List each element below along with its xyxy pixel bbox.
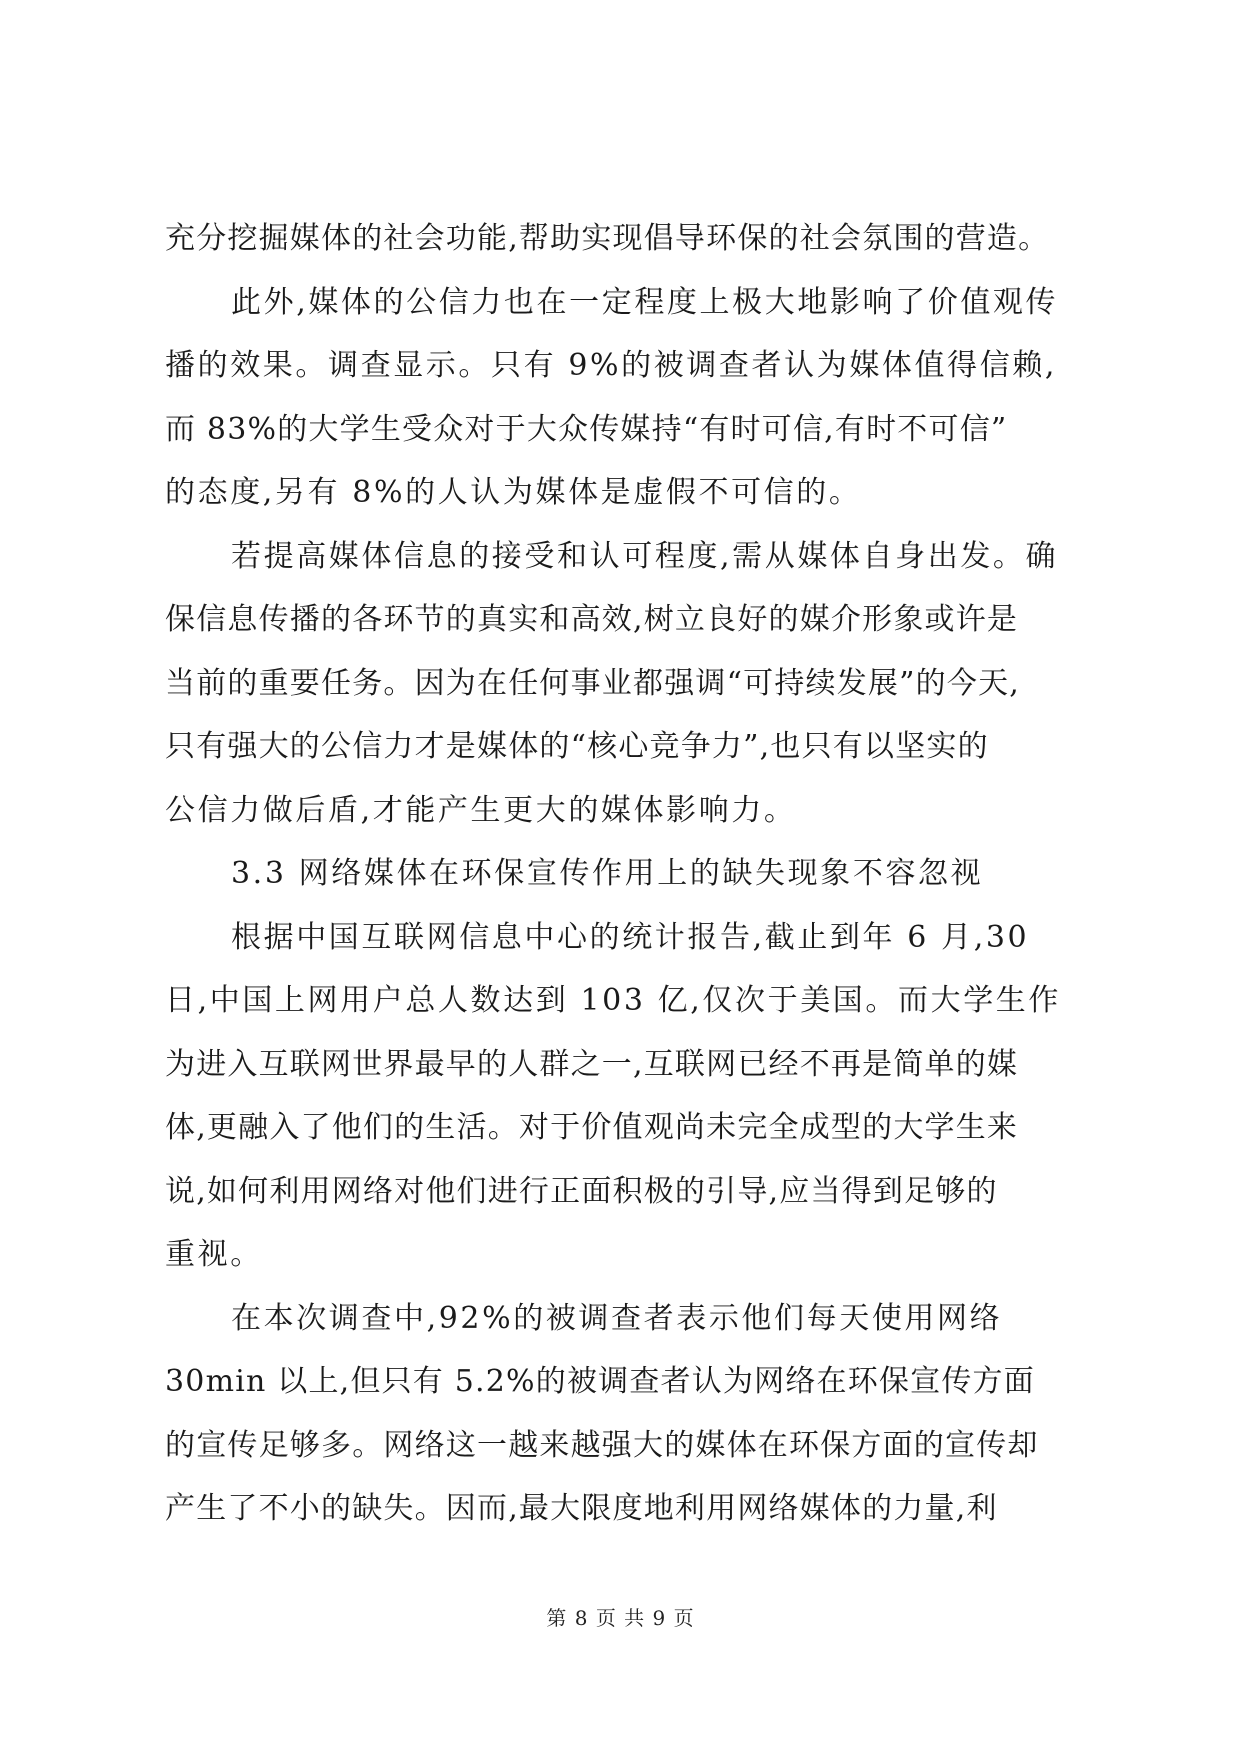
text-line: 此外,媒体的公信力也在一定程度上极大地影响了价值观传 xyxy=(231,284,1059,320)
text-line: 为进入互联网世界最早的人群之一,互联网已经不再是简单的媒 xyxy=(165,1046,1019,1082)
text-line: 日,中国上网用户总人数达到 103 亿,仅次于美国。而大学生作 xyxy=(165,983,1062,1018)
text-line: 公信力做后盾,才能产生更大的媒体影响力。 xyxy=(165,792,797,828)
text-line: 说,如何利用网络对他们进行正面积极的引导,应当得到足够的 xyxy=(165,1173,998,1209)
section-heading: 3.3 网络媒体在环保宣传作用上的缺失现象不容忽视 xyxy=(231,856,984,891)
text-line: 产生了不小的缺失。因而,最大限度地利用网络媒体的力量,利 xyxy=(165,1491,998,1526)
text-line: 若提高媒体信息的接受和认可程度,需从媒体自身出发。确 xyxy=(231,538,1059,574)
text-line: 重视。 xyxy=(165,1237,263,1272)
text-line: 充分挖掘媒体的社会功能,帮助实现倡导环保的社会氛围的营造。 xyxy=(165,221,1050,256)
text-line: 根据中国互联网信息中心的统计报告,截止到年 6 月,30 xyxy=(231,919,1030,955)
text-line: 保信息传播的各环节的真实和高效,树立良好的媒介形象或许是 xyxy=(165,602,1019,637)
text-line: 的态度,另有 8%的人认为媒体是虚假不可信的。 xyxy=(165,475,862,510)
text-line: 而 83%的大学生受众对于大众传媒持“有时可信,有时不可信” xyxy=(165,411,1008,447)
text-line: 只有强大的公信力才是媒体的“核心竞争力”,也只有以坚实的 xyxy=(165,729,989,764)
document-body xyxy=(165,221,1085,1558)
text-line: 在本次调查中,92%的被调查者表示他们每天使用网络 xyxy=(231,1300,1003,1336)
text-line: 播的效果。调查显示。只有 9%的被调查者认为媒体值得信赖, xyxy=(165,348,1058,383)
text-line: 当前的重要任务。因为在任何事业都强调“可持续发展”的今天, xyxy=(165,665,1021,701)
text-line: 30min 以上,但只有 5.2%的被调查者认为网络在环保宣传方面 xyxy=(165,1364,1035,1399)
text-line: 的宣传足够多。网络这一越来越强大的媒体在环保方面的宣传却 xyxy=(165,1427,1039,1463)
text-line: 体,更融入了他们的生活。对于价值观尚未完全成型的大学生来 xyxy=(165,1110,1019,1145)
page-number-footer: 第 8 页 共 9 页 xyxy=(546,1606,695,1630)
